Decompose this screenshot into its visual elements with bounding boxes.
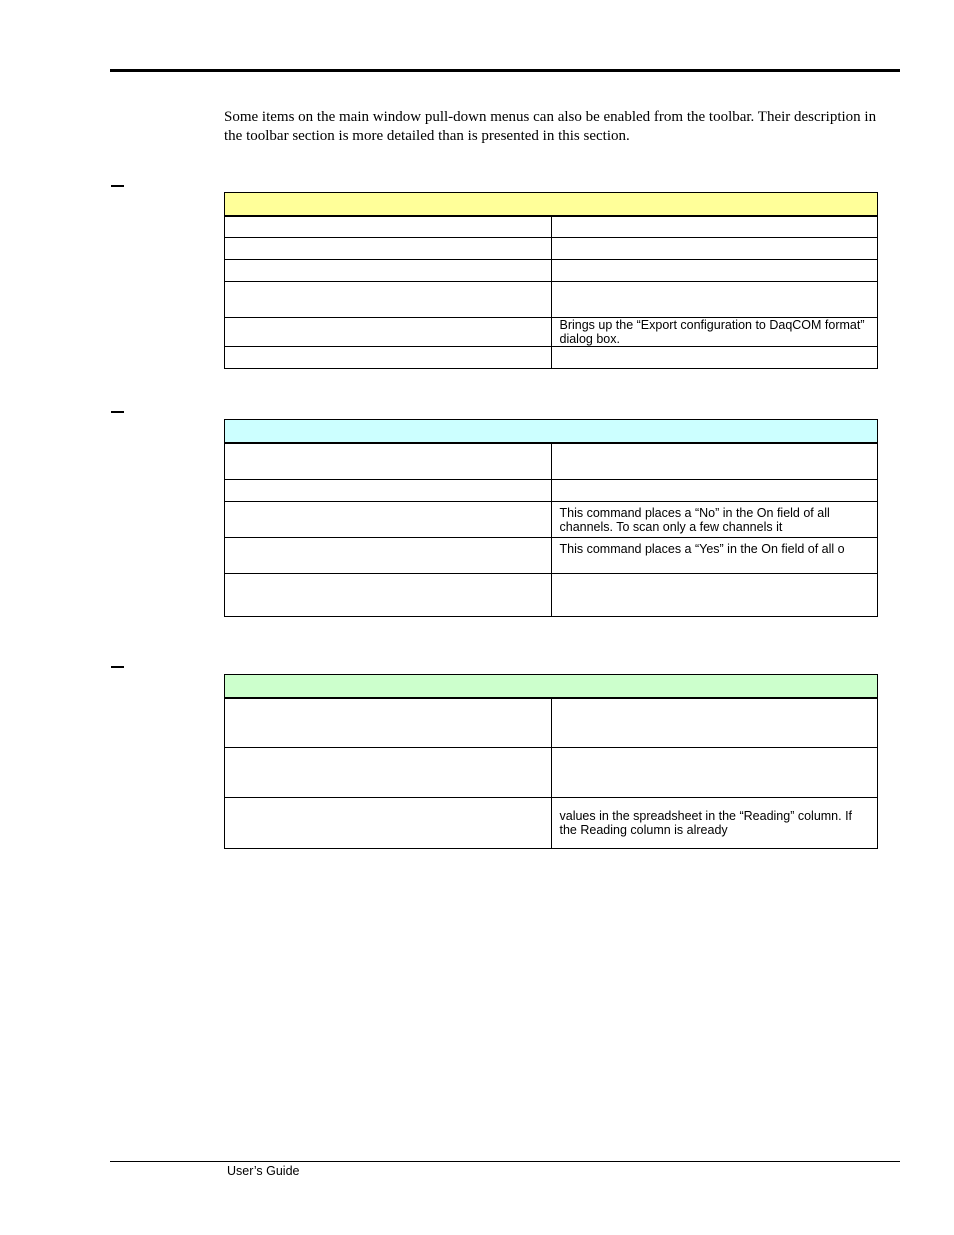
menu-item-name — [225, 282, 552, 318]
table-row — [225, 282, 878, 318]
table-row — [225, 216, 878, 238]
table-row — [225, 698, 878, 748]
menu-item-name — [225, 443, 552, 480]
menu-item-name — [225, 216, 552, 238]
menu-item-name — [225, 318, 552, 347]
menu-item-name — [225, 480, 552, 502]
table-row — [225, 443, 878, 480]
menu-item-name — [225, 698, 552, 748]
menu-item-name — [225, 260, 552, 282]
menu-table-2 — [224, 419, 878, 617]
table-header-row — [225, 675, 878, 698]
table-row — [225, 502, 878, 538]
menu-item-description — [551, 216, 878, 238]
menu-item-description: Brings up the “Export configuration to DaqCOM format” dialog box. — [551, 318, 878, 347]
menu-item-name — [225, 748, 552, 798]
table-row — [225, 538, 878, 574]
menu-table-1 — [224, 192, 878, 369]
menu-item-name — [225, 238, 552, 260]
header-rule — [110, 69, 900, 72]
menu-item-description — [551, 260, 878, 282]
table-header-row — [225, 420, 878, 443]
menu-item-description — [551, 748, 878, 798]
menu-item-name — [225, 502, 552, 538]
table-row — [225, 748, 878, 798]
table-header — [225, 675, 878, 698]
menu-item-description — [551, 238, 878, 260]
table-row — [225, 574, 878, 617]
menu-item-description — [551, 698, 878, 748]
menu-item-description: values in the spreadsheet in the “Reading” column. If the Reading column is already — [551, 798, 878, 849]
table-header — [225, 193, 878, 216]
menu-table-3 — [224, 674, 878, 849]
menu-item-description: This command places a “No” in the On field of all channels. To scan only a few channels it — [551, 502, 878, 538]
menu-item-description — [551, 347, 878, 369]
section-marker-3 — [111, 666, 124, 668]
menu-item-name — [225, 538, 552, 574]
menu-item-description — [551, 480, 878, 502]
table-row — [225, 238, 878, 260]
menu-item-name — [225, 574, 552, 617]
table-row — [225, 480, 878, 502]
menu-item-name — [225, 798, 552, 849]
table-row — [225, 260, 878, 282]
table-row — [225, 318, 878, 347]
footer-label: User’s Guide — [227, 1164, 300, 1178]
section-marker-1 — [111, 185, 124, 187]
table-row — [225, 347, 878, 369]
intro-paragraph: Some items on the main window pull-down menus can also be enabled from the toolbar. Their description in the toolbar section is more detailed than is presented in this section. — [224, 109, 877, 144]
menu-item-description — [551, 443, 878, 480]
table-row — [225, 798, 878, 849]
menu-item-description — [551, 282, 878, 318]
table-header-row — [225, 193, 878, 216]
menu-item-description: This command places a “Yes” in the On field of all o — [551, 538, 878, 574]
footer-rule — [110, 1161, 900, 1162]
table-header — [225, 420, 878, 443]
menu-item-name — [225, 347, 552, 369]
section-marker-2 — [111, 411, 124, 413]
menu-item-description — [551, 574, 878, 617]
